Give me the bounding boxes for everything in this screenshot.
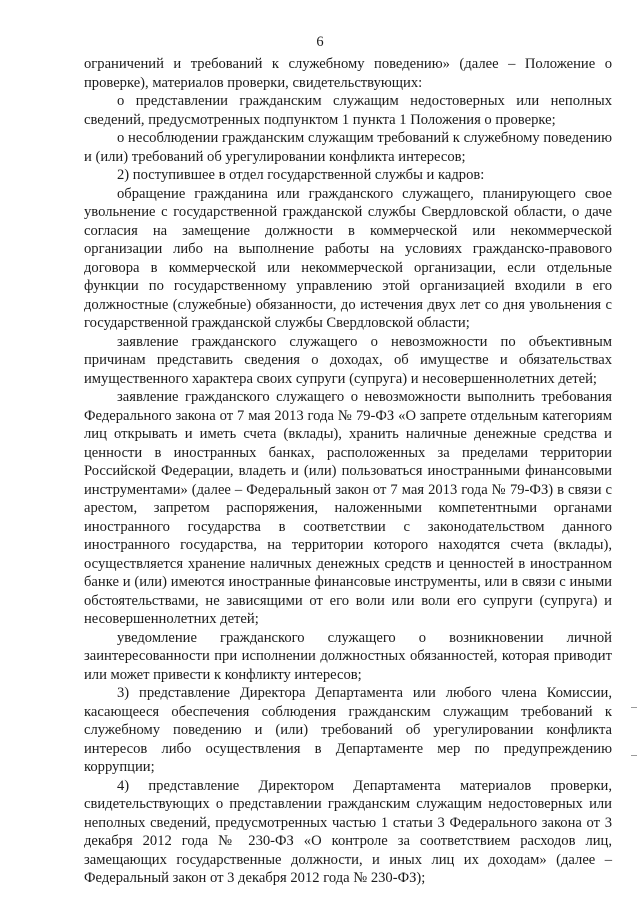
- paragraph-3: о несоблюдении гражданским служащим требований к служебному поведению и (или) требований об урегулировании конфликта интересов;: [84, 130, 612, 165]
- paragraph-9: 3) представление Директора Департамента или любого члена Комиссии, касающееся обеспечения соблюдения гражданским служащим требований к служебному поведению и (или) требований об урегулировании конфликта интересов либо осуществления в Департаменте мер по предупреждению коррупции;: [84, 685, 612, 775]
- paragraph-4: 2) поступившее в отдел государственной службы и кадров:: [117, 167, 485, 183]
- paragraph-1: ограничений и требований к служебному поведению» (далее – Положение о проверке), материалов проверки, свидетельствующих:: [84, 56, 612, 91]
- paragraph-8: уведомление гражданского служащего о возникновении личной заинтересованности при исполнении должностных обязанностей, которая приводит или может привести к конфликту интересов;: [84, 629, 612, 683]
- paragraph-5: обращение гражданина или гражданского служащего, планирующего свое увольнение с государственной гражданской службы Свердловской области, о даче согласия на замещение должности в коммерческой или некоммерческой организации либо на выполнение работы на условиях гражданско-правового договора в коммерческой или некоммерческой организации, если отдельные функции по государственному управлению этой организацией входили в его должностные (служебные) обязанности, до истечения двух лет со дня увольнения с государственной гражданской службы Свердловской области;: [84, 185, 612, 331]
- paragraph-10: 4) представление Директором Департамента материалов проверки, свидетельствующих о представлении гражданским служащим недостоверных или неполных сведений, предусмотренных частью 1 статьи 3 Федерального закона от 3 декабря 2012 года № 230-ФЗ «О контроле за соответствием расходов лиц, замещающих государственные должности, и иных лиц их доходам» (далее – Федеральный закон от 3 декабря 2012 года № 230-ФЗ);: [84, 777, 612, 886]
- scan-edge-mark: [631, 707, 637, 708]
- document-body: [84, 55, 612, 888]
- paragraph-6: заявление гражданского служащего о невозможности по объективным причинам представить сведения о доходах, об имуществе и обязательствах имущественного характера своих супруги (супруга) и несовершеннолетних детей;: [84, 333, 612, 387]
- paragraph-7: заявление гражданского служащего о невозможности выполнить требования Федерального закона от 7 мая 2013 года № 79-ФЗ «О запрете отдельным категориям лиц открывать и иметь счета (вклады), хранить наличные денежные средства и ценности в иностранных банках, расположенных за пределами территории Российской Федерации, владеть и (или) пользоваться иностранными финансовыми инструментами» (далее – Федеральный закон от 7 мая 2013 года № 79-ФЗ) в связи с арестом, запретом распоряжения, наложенными компетентными органами иностранного государства в соответствии с законодательством данного иностранного государства, на территории которого находятся счета (вклады), осуществляется хранение наличных денежных средств и ценностей в иностранном банке и (или) имеются иностранные финансовые инструменты, или в связи с иными обстоятельствами, не зависящими от его воли или воли его супруги (супруга) и несовершеннолетних детей;: [84, 389, 612, 627]
- paragraph-2: о представлении гражданским служащим недостоверных или неполных сведений, предусмотренных подпунктом 1 пункта 1 Положения о проверке;: [84, 93, 612, 128]
- scan-edge-mark: [631, 755, 637, 756]
- page-number: 6: [316, 34, 324, 50]
